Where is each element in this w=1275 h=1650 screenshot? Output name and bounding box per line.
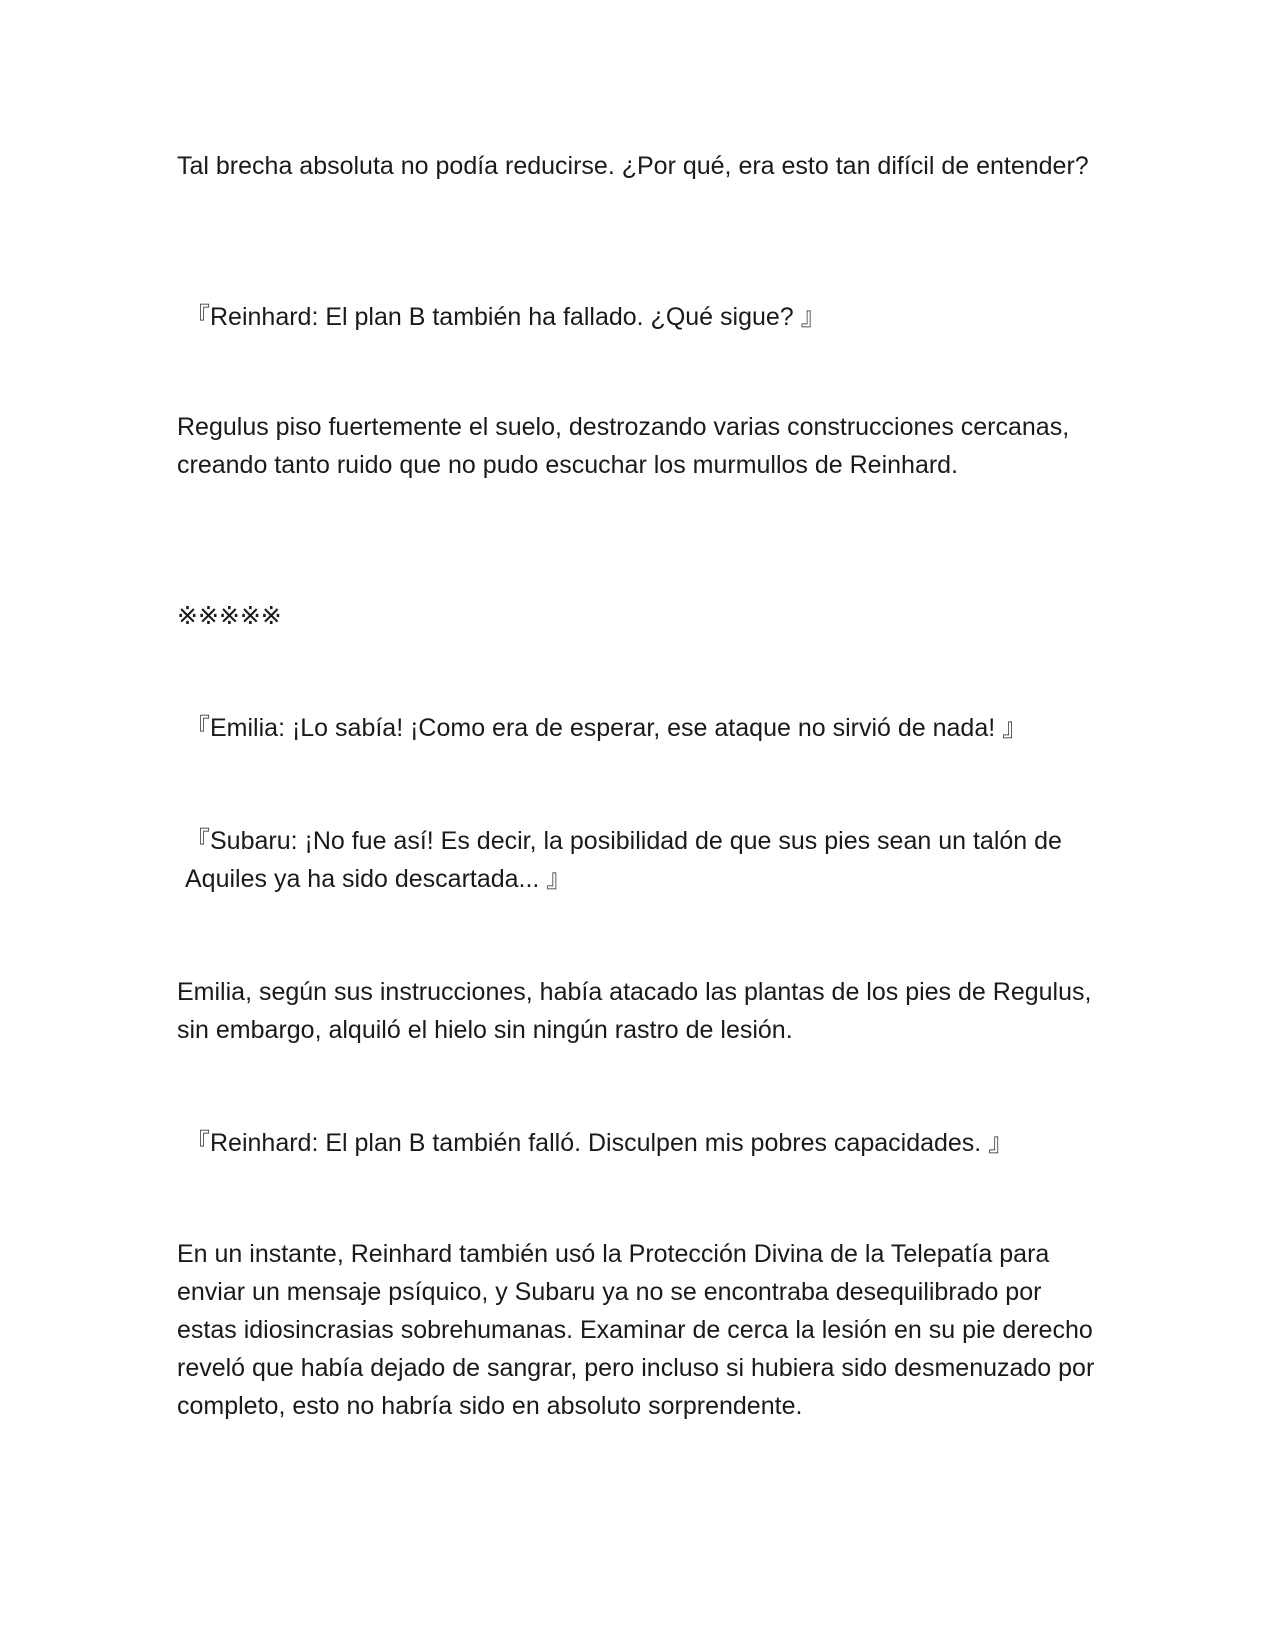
dialogue-line-reinhard: 『Reinhard: El plan B también ha fallado. ¿Qué sigue? 』: [185, 303, 826, 331]
scene-separator: ※※※※※: [177, 602, 282, 630]
narration-paragraph: Emilia, según sus instrucciones, había atacado las plantas de los pies de Regulus, sin embargo, alquiló el hielo sin ningún rastro de lesión.: [177, 978, 1092, 1044]
narration-paragraph: Tal brecha absoluta no podía reducirse. ¿Por qué, era esto tan difícil de entender?: [177, 152, 1089, 180]
dialogue-line-subaru: 『Subaru: ¡No fue así! Es decir, la posibilidad de que sus pies sean un talón de Aquiles ya ha sido descartada... 』: [185, 827, 1062, 893]
narration-paragraph: Regulus piso fuertemente el suelo, destrozando varias construcciones cercanas, creando tanto ruido que no pudo escuchar los murmullos de Reinhard.: [177, 413, 1070, 479]
dialogue-line-emilia: 『Emilia: ¡Lo sabía! ¡Como era de esperar, ese ataque no sirvió de nada! 』: [185, 714, 1028, 742]
dialogue-line-reinhard: 『Reinhard: El plan B también falló. Disculpen mis pobres capacidades. 』: [185, 1129, 1014, 1157]
narration-paragraph: En un instante, Reinhard también usó la Protección Divina de la Telepatía para enviar un mensaje psíquico, y Subaru ya no se encontraba desequilibrado por estas idiosincrasias sobrehumanas. Examinar de cerca la lesión en su pie derecho reveló que había dejado de sangrar, pero incluso si hubiera sido desmenuzado por completo, esto no habría sido en absoluto sorprendente.: [177, 1240, 1095, 1420]
